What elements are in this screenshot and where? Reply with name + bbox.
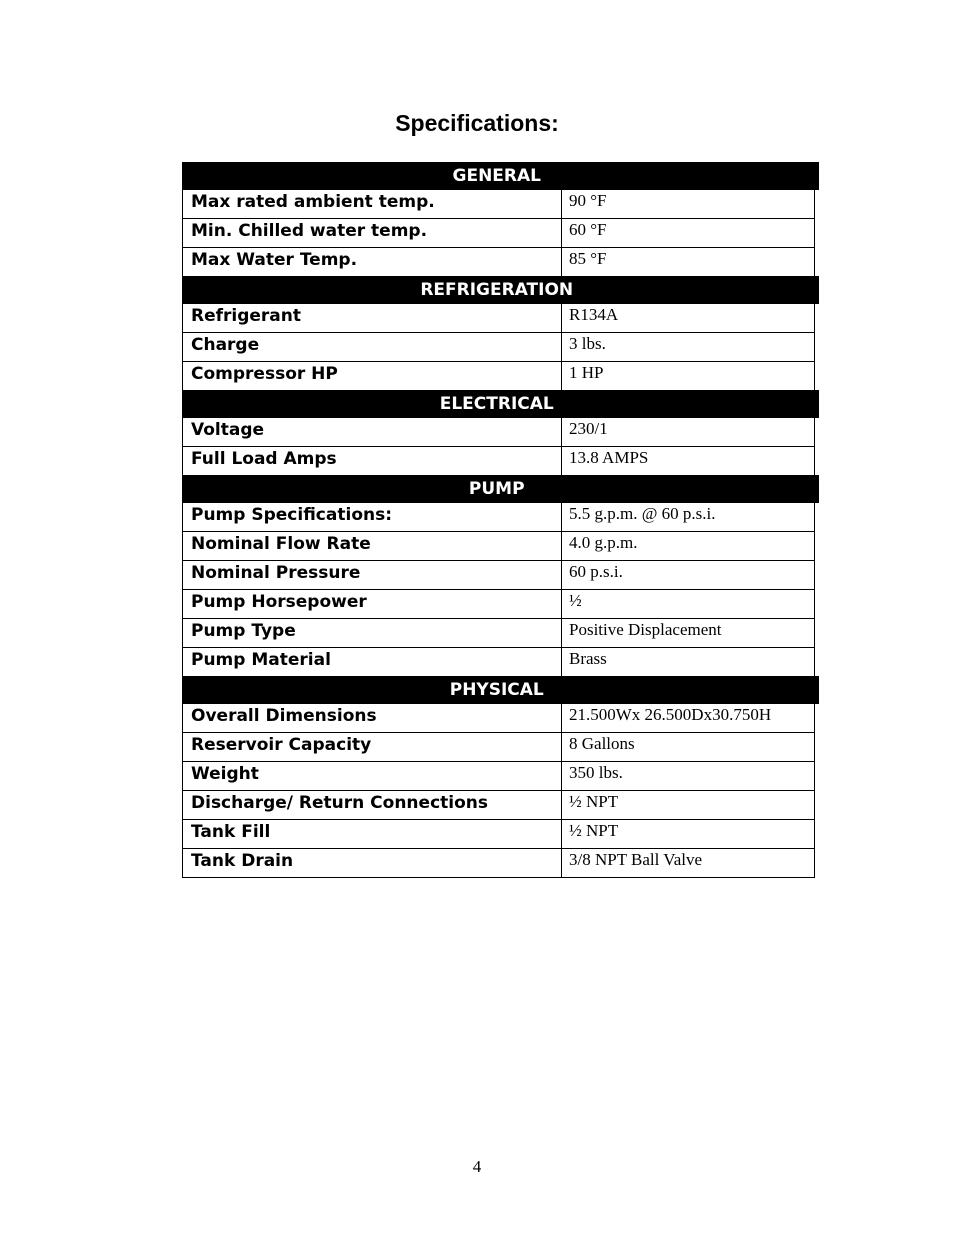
spec-label: Tank Fill [183,820,562,849]
specifications-table [182,162,819,878]
table-row [183,333,815,362]
table-row [183,418,815,447]
spec-value: 90 °F [562,190,815,219]
spec-value: 85 °F [562,248,815,277]
spec-label: Tank Drain [183,849,562,878]
table-row [183,849,815,878]
section-heading: PHYSICAL [183,677,815,704]
spec-value: Brass [562,648,815,677]
spec-value: Positive Displacement [562,619,815,648]
spec-value: ½ NPT [562,820,815,849]
spec-label: Voltage [183,418,562,447]
section-heading: ELECTRICAL [183,391,815,418]
table-row [183,733,815,762]
table-row [183,532,815,561]
spec-label: Max rated ambient temp. [183,190,562,219]
section-heading: PUMP [183,476,815,503]
spec-value: 3 lbs. [562,333,815,362]
spec-label: Discharge/ Return Connections [183,791,562,820]
table-row [183,190,815,219]
spec-value: R134A [562,304,815,333]
table-row [183,503,815,532]
spec-value: 8 Gallons [562,733,815,762]
spec-value: 350 lbs. [562,762,815,791]
spec-value: 13.8 AMPS [562,447,815,476]
spec-value: ½ NPT [562,791,815,820]
spec-label: Pump Type [183,619,562,648]
spec-label: Reservoir Capacity [183,733,562,762]
spec-value: 4.0 g.p.m. [562,532,815,561]
table-row [183,704,815,733]
spec-value: 1 HP [562,362,815,391]
section-header-electrical [183,391,815,418]
spec-label: Pump Horsepower [183,590,562,619]
spec-label: Max Water Temp. [183,248,562,277]
spec-value: 21.500Wx 26.500Dx30.750H [562,704,815,733]
spec-value: ½ [562,590,815,619]
table-row [183,219,815,248]
table-row [183,648,815,677]
spec-label: Nominal Flow Rate [183,532,562,561]
spec-value: 5.5 g.p.m. @ 60 p.s.i. [562,503,815,532]
spec-value: 60 °F [562,219,815,248]
spec-value: 3/8 NPT Ball Valve [562,849,815,878]
spec-label: Compressor HP [183,362,562,391]
spec-label: Charge [183,333,562,362]
spec-label: Full Load Amps [183,447,562,476]
table-row [183,304,815,333]
table-row [183,619,815,648]
section-heading: REFRIGERATION [183,277,815,304]
section-heading: GENERAL [183,163,815,190]
table-row [183,590,815,619]
table-row [183,561,815,590]
section-header-pump [183,476,815,503]
table-row [183,447,815,476]
table-row [183,248,815,277]
section-header-general [183,163,815,190]
table-row [183,362,815,391]
spec-label: Min. Chilled water temp. [183,219,562,248]
table-row [183,762,815,791]
spec-label: Pump Material [183,648,562,677]
page-number: 4 [472,1157,482,1176]
spec-label: Nominal Pressure [183,561,562,590]
spec-label: Refrigerant [183,304,562,333]
spec-label: Overall Dimensions [183,704,562,733]
spec-value: 230/1 [562,418,815,447]
table-row [183,791,815,820]
spec-label: Weight [183,762,562,791]
spec-label: Pump Specifications: [183,503,562,532]
table-row [183,820,815,849]
section-header-physical [183,677,815,704]
section-header-refrigeration [183,277,815,304]
spec-value: 60 p.s.i. [562,561,815,590]
page-title: Specifications: [395,110,559,136]
